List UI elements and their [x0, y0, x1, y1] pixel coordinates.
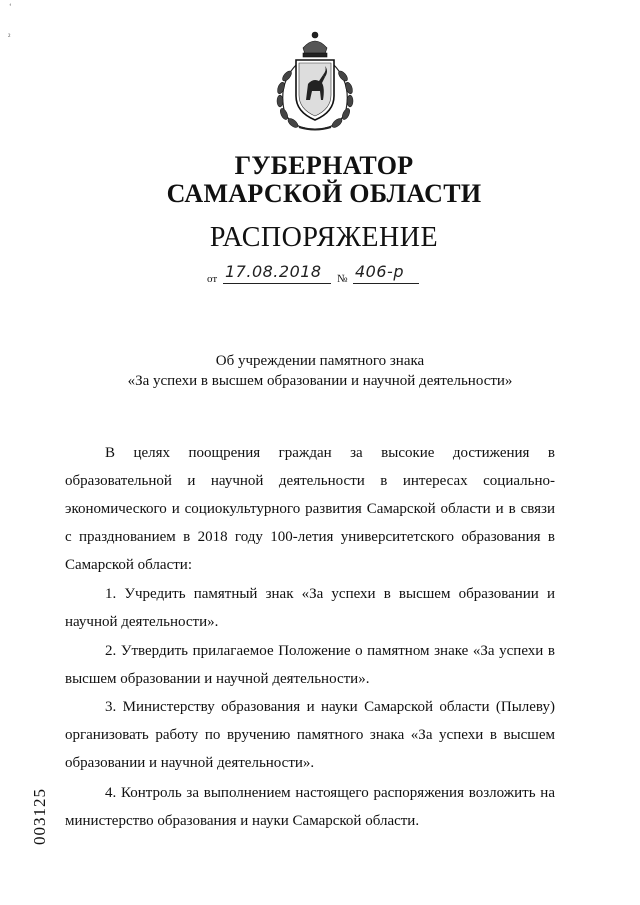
document-subject [0, 351, 640, 391]
item-2-line-1: 2. Утвердить прилагаемое Положение о памятном знаке «За успехи в [105, 643, 555, 659]
date-number-line [207, 262, 467, 288]
document-type: РАСПОРЯЖЕНИЕ [209, 222, 439, 253]
subject-line-2: «За успехи в высшем образовании и научной деятельности» [127, 373, 513, 389]
preamble-line-5: Самарской области: [65, 557, 192, 573]
item-3-line-3: образовании и научной деятельности». [65, 755, 315, 771]
coat-of-arms-emblem [263, 28, 367, 136]
handwritten-date: 17.08.2018 [225, 262, 322, 281]
handwritten-number: 406-р [355, 262, 404, 281]
date-underline [223, 283, 331, 284]
item-4-line-2: министерство образования и науки Самарской области. [65, 813, 420, 829]
item-3-line-2: организовать работу по вручению памятного знака «За успехи в высшем [65, 727, 555, 743]
scan-mark: ʻ [9, 2, 12, 11]
item-1-line-1: 1. Учредить памятный знак «За успехи в высшем образовании и [105, 586, 555, 602]
item-3-line-1: 3. Министерству образования и науки Самарской области (Пылеву) [105, 699, 555, 715]
margin-registration-number: 003125 [30, 788, 49, 845]
preamble-line-3: экономического и социокультурного развития Самарской области и в связи [65, 501, 555, 517]
item-4-line-1: 4. Контроль за выполнением настоящего распоряжения возложить на [105, 785, 555, 801]
issuer-title-line-2: САМАРСКОЙ ОБЛАСТИ [166, 179, 482, 208]
preamble-line-4: с празднованием в 2018 году 100-летия университетского образования в [65, 529, 555, 545]
preamble-line-1: В целях поощрения граждан за высокие достижения в [105, 445, 555, 461]
number-sign: № [337, 273, 348, 285]
issuer-title-line-1: ГУБЕРНАТОР [234, 151, 414, 180]
subject-line-1: Об учреждении памятного знака [215, 353, 425, 369]
date-prefix: от [207, 273, 218, 285]
item-2-line-2: высшем образовании и научной деятельности». [65, 671, 370, 687]
number-underline [353, 283, 419, 284]
preamble-line-2: образовательной и научной деятельности в интересах социально- [65, 473, 555, 489]
scan-mark: ² [8, 32, 11, 41]
item-1-line-2: научной деятельности». [65, 614, 219, 630]
